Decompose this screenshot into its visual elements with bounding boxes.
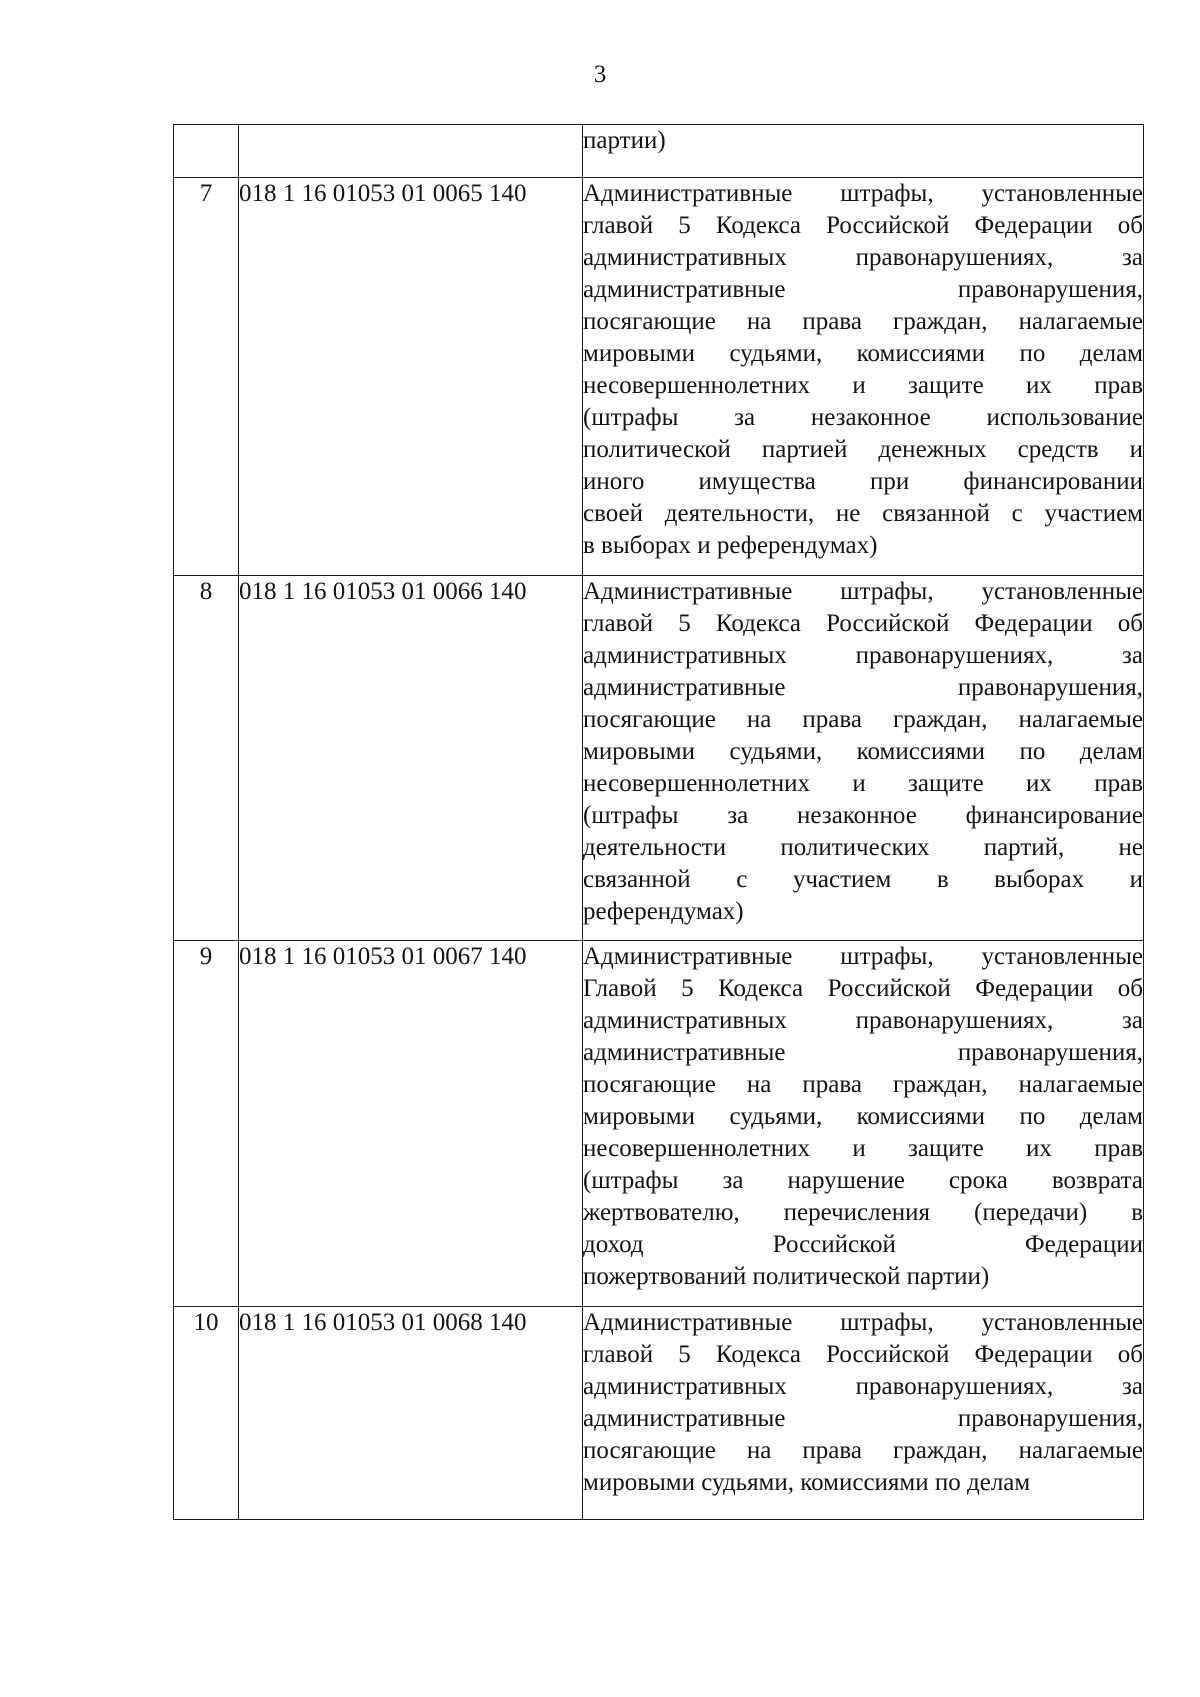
description-line: главой 5 Кодекса Российской Федерации об (583, 212, 1143, 239)
description-cell (583, 576, 1144, 941)
budget-code: 018 1 16 01053 01 0065 140 (239, 178, 583, 576)
description-line: Административные штрафы, установленные (583, 180, 1143, 207)
row-number: 9 (174, 941, 239, 1307)
description-line: (штрафы за незаконное использование (583, 404, 1143, 431)
description-cell (583, 941, 1144, 1307)
description-line: пожертвований политической партии) (583, 1263, 990, 1290)
table-body (174, 125, 1144, 1520)
description-line: (штрафы за незаконное финансирование (583, 802, 1143, 829)
description-line: административные правонарушения, (583, 1405, 1143, 1432)
description-line: административных правонарушениях, за (583, 642, 1143, 669)
table-row (174, 576, 1144, 941)
row-number: 8 (174, 576, 239, 941)
description-line: в выборах и референдумах) (583, 532, 878, 559)
description-line: жертвователю, перечисления (передачи) в (583, 1199, 1143, 1226)
description-line: партии) (583, 127, 666, 154)
row-number: 7 (174, 178, 239, 576)
description-line: референдумах) (583, 898, 744, 925)
description-line: посягающие на права граждан, налагаемые (583, 1071, 1143, 1098)
description-line: Главой 5 Кодекса Российской Федерации об (583, 975, 1143, 1002)
description-line: посягающие на права граждан, налагаемые (583, 1437, 1143, 1464)
description-line: мировыми судьями, комиссиями по делам (583, 1103, 1143, 1130)
description-line: административные правонарушения, (583, 674, 1143, 701)
budget-code (239, 125, 583, 178)
description-line: Административные штрафы, установленные (583, 578, 1143, 605)
description-line: административных правонарушениях, за (583, 244, 1143, 271)
description-line: несовершеннолетних и защите их прав (583, 770, 1143, 797)
description-cell (583, 178, 1144, 576)
table-row (174, 178, 1144, 576)
description-line: административных правонарушениях, за (583, 1373, 1143, 1400)
description-line: посягающие на права граждан, налагаемые (583, 706, 1143, 733)
budget-code: 018 1 16 01053 01 0066 140 (239, 576, 583, 941)
description-line: несовершеннолетних и защите их прав (583, 1135, 1143, 1162)
description-line: мировыми судьями, комиссиями по делам (583, 738, 1143, 765)
description-line: своей деятельности, не связанной с участием (583, 500, 1143, 527)
budget-code: 018 1 16 01053 01 0067 140 (239, 941, 583, 1307)
description-line: (штрафы за нарушение срока возврата (583, 1167, 1143, 1194)
page-number: 3 (593, 61, 607, 88)
description-line: посягающие на права граждан, налагаемые (583, 308, 1143, 335)
description-line: доход Российской Федерации (583, 1231, 1143, 1258)
description-line: иного имущества при финансировании (583, 468, 1143, 495)
table-row (174, 941, 1144, 1307)
description-line: связанной с участием в выборах и (583, 866, 1143, 893)
description-cell (583, 1307, 1144, 1520)
description-line: Административные штрафы, установленные (583, 1309, 1143, 1336)
description-line: мировыми судьями, комиссиями по делам (583, 340, 1143, 367)
description-line: политической партией денежных средств и (583, 436, 1143, 463)
description-line: мировыми судьями, комиссиями по делам (583, 1469, 1031, 1496)
description-line: деятельности политических партий, не (583, 834, 1143, 861)
description-line: административных правонарушениях, за (583, 1007, 1143, 1034)
description-line: Административные штрафы, установленные (583, 943, 1143, 970)
budget-codes-table (173, 124, 1144, 1520)
budget-code: 018 1 16 01053 01 0068 140 (239, 1307, 583, 1520)
description-line: главой 5 Кодекса Российской Федерации об (583, 1341, 1143, 1368)
description-cell (583, 125, 1144, 178)
description-line: административные правонарушения, (583, 1039, 1143, 1066)
table-row (174, 1307, 1144, 1520)
description-line: административные правонарушения, (583, 276, 1143, 303)
description-line: несовершеннолетних и защите их прав (583, 372, 1143, 399)
row-number (174, 125, 239, 178)
table-row (174, 125, 1144, 178)
description-line: главой 5 Кодекса Российской Федерации об (583, 610, 1143, 637)
row-number: 10 (174, 1307, 239, 1520)
